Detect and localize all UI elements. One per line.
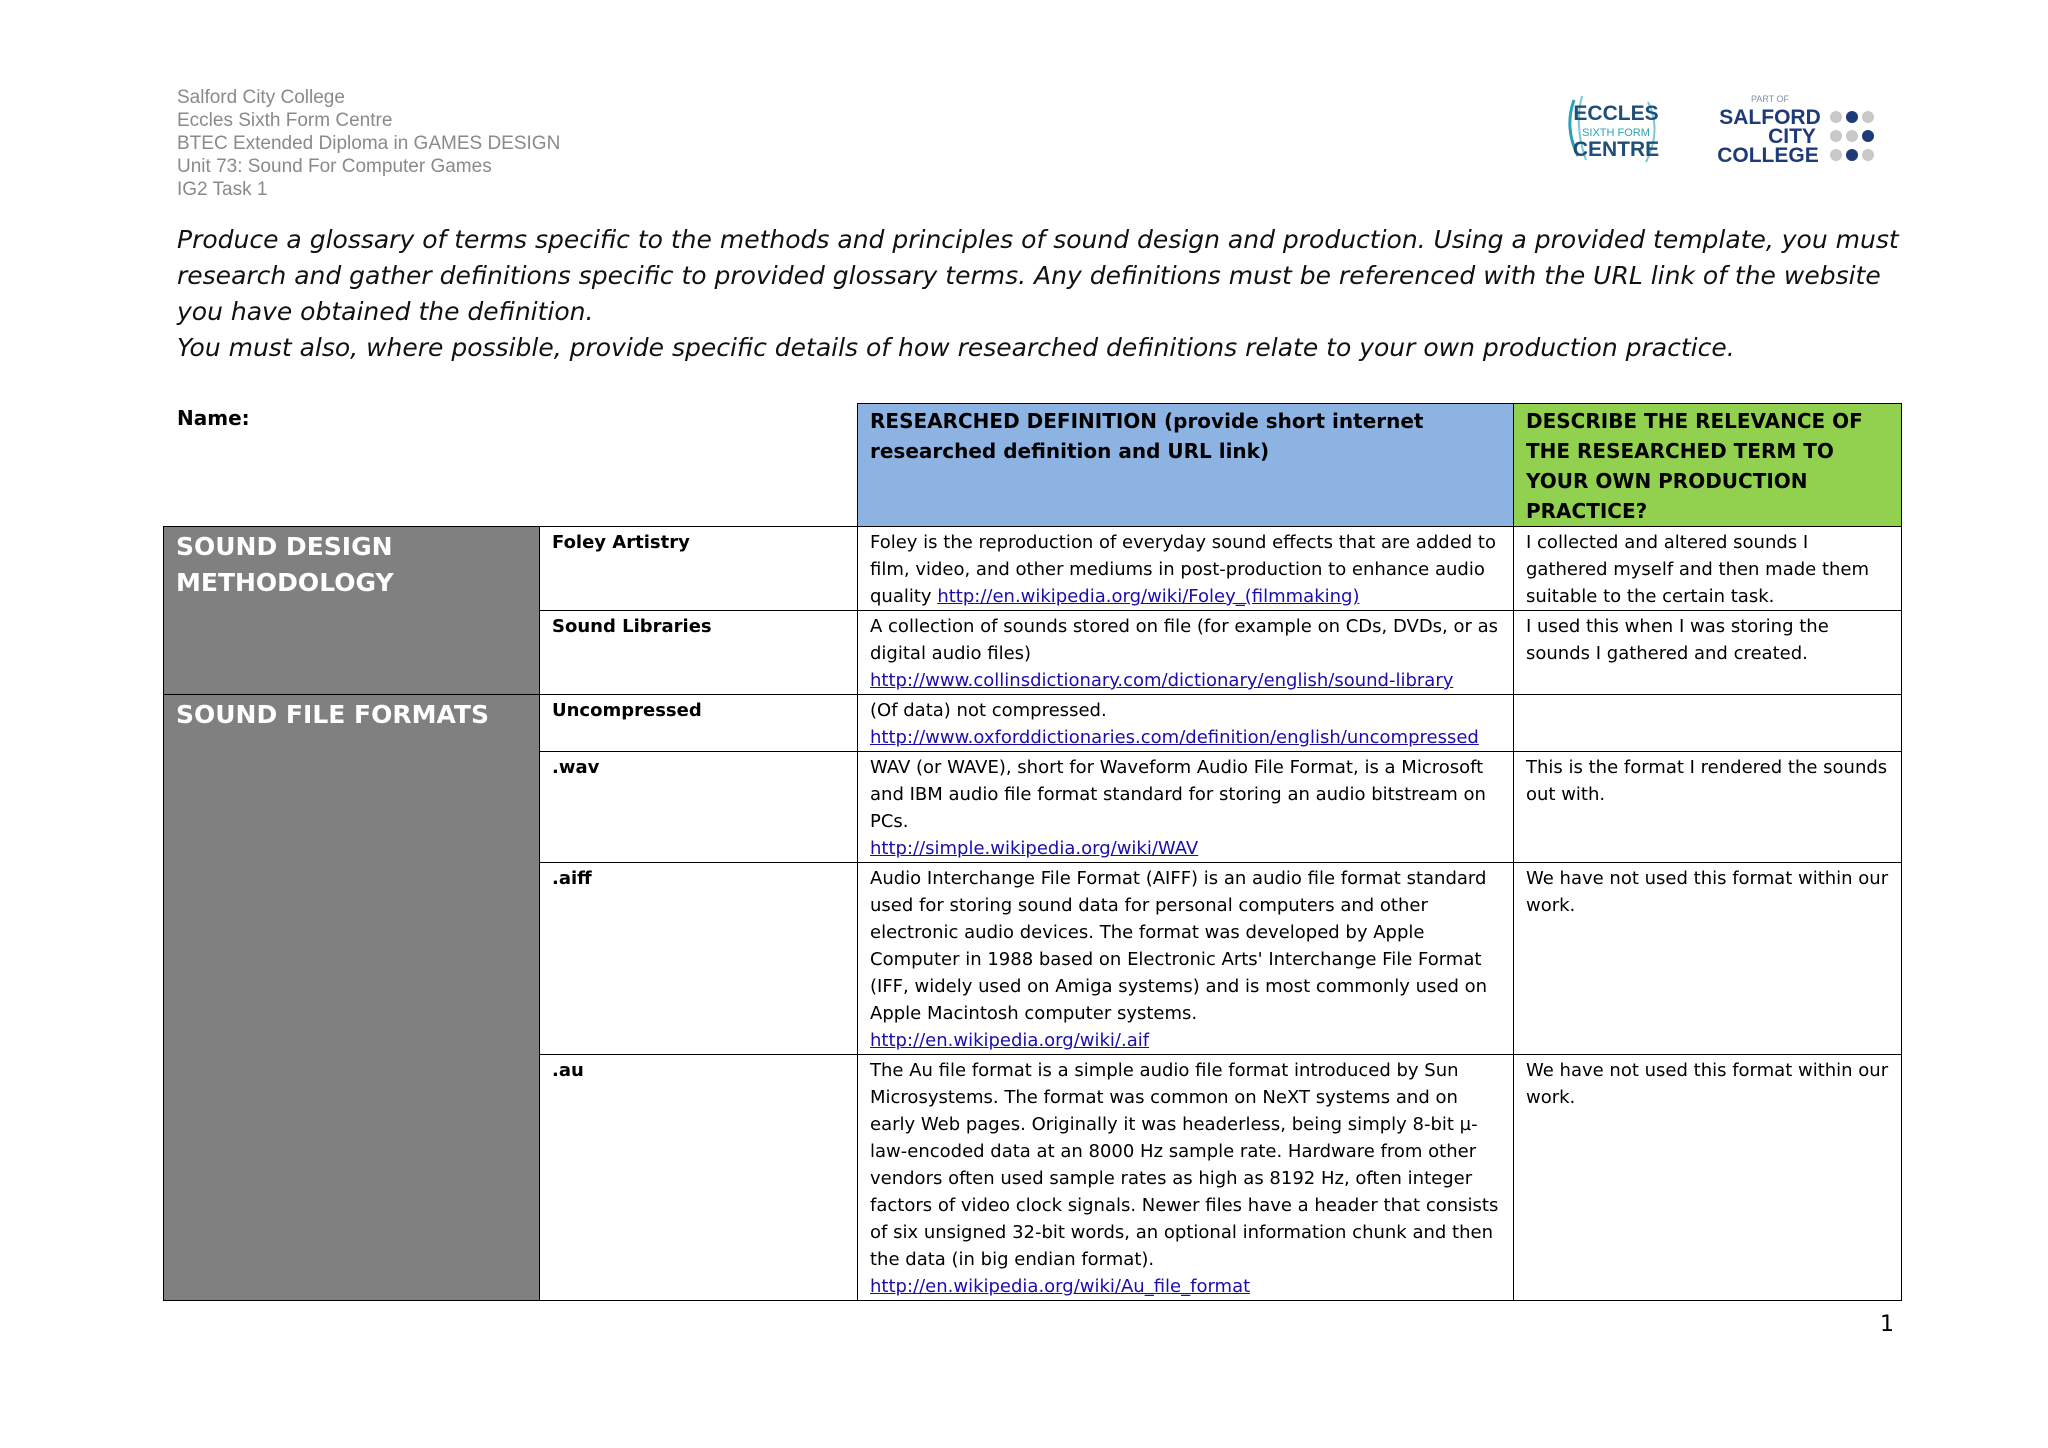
eccles-centre-logo xyxy=(1560,90,1670,170)
table-row xyxy=(164,695,1902,752)
document-header xyxy=(177,86,560,201)
instructions-paragraph-2: You must also, where possible, provide specific details of how researched definitions relate to your own production practice. xyxy=(177,333,1735,362)
definition-cell xyxy=(858,695,1514,752)
header-line-centre: Eccles Sixth Form Centre xyxy=(177,110,393,131)
definition-cell xyxy=(858,1055,1514,1301)
salford-city-college-logo xyxy=(1710,90,1880,170)
definition-cell xyxy=(858,752,1514,863)
header-line-unit: Unit 73: Sound For Computer Games xyxy=(177,156,492,177)
task-instructions xyxy=(177,222,1917,366)
header-line-task: IG2 Task 1 xyxy=(177,179,268,200)
header-line-college: Salford City College xyxy=(177,87,345,108)
svg-text:SALFORD: SALFORD xyxy=(1719,106,1821,129)
relevance-cell: I used this when I was storing the sounds I gathered and created. xyxy=(1514,611,1902,695)
definition-cell xyxy=(858,611,1514,695)
term-cell: Foley Artistry xyxy=(540,527,858,611)
definition-cell xyxy=(858,527,1514,611)
reference-link[interactable]: http://en.wikipedia.org/wiki/.aif xyxy=(870,1030,1150,1051)
table-header-row xyxy=(164,404,1902,527)
definition-column-header: RESEARCHED DEFINITION (provide short internet researched definition and URL link) xyxy=(858,404,1514,527)
relevance-cell: We have not used this format within our work. xyxy=(1514,1055,1902,1301)
definition-text: WAV (or WAVE), short for Waveform Audio File Format, is a Microsoft and IBM audio file format standard for storing an audio bitstream on PCs. xyxy=(870,757,1486,832)
definition-text: The Au file format is a simple audio file format introduced by Sun Microsystems. The format was common on NeXT systems and on early Web pages. Originally it was headerless, being simply 8-bit µ-law-encoded data at an 8000 Hz sample rate. Hardware from other vendors often used sample rates as high as 8192 Hz, often integer factors of video clock signals. Newer files have a header that consists of six unsigned 32-bit words, an optional information chunk and then the data (in big endian format). xyxy=(870,1060,1499,1270)
category-sound-file-formats: SOUND FILE FORMATS xyxy=(164,695,540,1301)
relevance-cell: This is the format I rendered the sounds out with. xyxy=(1514,752,1902,863)
name-cell xyxy=(164,404,858,527)
definition-text: (Of data) not compressed. xyxy=(870,700,1107,721)
reference-link[interactable]: http://en.wikipedia.org/wiki/Au_file_format xyxy=(870,1276,1251,1297)
name-label: Name: xyxy=(177,406,250,430)
definition-text: Foley is the reproduction of everyday sound effects that are added to film, video, and other mediums in post-production to enhance audio quality xyxy=(870,532,1496,607)
term-cell: .au xyxy=(540,1055,858,1301)
term-cell: Sound Libraries xyxy=(540,611,858,695)
term-cell: .wav xyxy=(540,752,858,863)
svg-text:CENTRE: CENTRE xyxy=(1572,138,1660,161)
svg-text:ECCLES: ECCLES xyxy=(1573,102,1659,125)
term-cell: .aiff xyxy=(540,863,858,1055)
relevance-column-header: DESCRIBE THE RELEVANCE OF THE RESEARCHED TERM TO YOUR OWN PRODUCTION PRACTICE? xyxy=(1514,404,1902,527)
definition-cell xyxy=(858,863,1514,1055)
table-row xyxy=(164,527,1902,611)
reference-link[interactable]: http://simple.wikipedia.org/wiki/WAV xyxy=(870,838,1199,859)
instructions-paragraph-1: Produce a glossary of terms specific to the methods and principles of sound design and production. Using a provided template, you must research and gather definitions specific to provided glossary terms. Any definitions must be referenced with the URL link of the website you have obtained the definition. xyxy=(177,225,1899,326)
reference-link[interactable]: http://www.oxforddictionaries.com/definition/english/uncompressed xyxy=(870,727,1479,748)
logos xyxy=(1560,90,1880,180)
relevance-cell: I collected and altered sounds I gathered myself and then made them suitable to the certain task. xyxy=(1514,527,1902,611)
svg-text:COLLEGE: COLLEGE xyxy=(1717,144,1819,167)
category-sound-design-methodology: SOUND DESIGN METHODOLOGY xyxy=(164,527,540,695)
definition-text: A collection of sounds stored on file (for example on CDs, DVDs, or as digital audio files) xyxy=(870,616,1499,664)
definition-text: Audio Interchange File Format (AIFF) is an audio file format standard used for storing sound data for personal computers and other electronic audio devices. The format was developed by Apple Computer in 1988 based on Electronic Arts' Interchange File Format (IFF, widely used on Amiga systems) and is most commonly used on Apple Macintosh computer systems. xyxy=(870,868,1488,1024)
svg-text:PART OF: PART OF xyxy=(1750,94,1790,104)
svg-text:SIXTH FORM: SIXTH FORM xyxy=(1582,127,1650,139)
relevance-cell: We have not used this format within our work. xyxy=(1514,863,1902,1055)
page-number: 1 xyxy=(1880,1312,1894,1337)
reference-link[interactable]: http://en.wikipedia.org/wiki/Foley_(filmmaking) xyxy=(937,586,1360,607)
header-line-course: BTEC Extended Diploma in GAMES DESIGN xyxy=(177,133,561,154)
term-cell: Uncompressed xyxy=(540,695,858,752)
glossary-table xyxy=(163,403,1902,1301)
relevance-cell xyxy=(1514,695,1902,752)
svg-text:CITY: CITY xyxy=(1768,125,1816,148)
reference-link[interactable]: http://www.collinsdictionary.com/dictionary/english/sound-library xyxy=(870,670,1454,691)
